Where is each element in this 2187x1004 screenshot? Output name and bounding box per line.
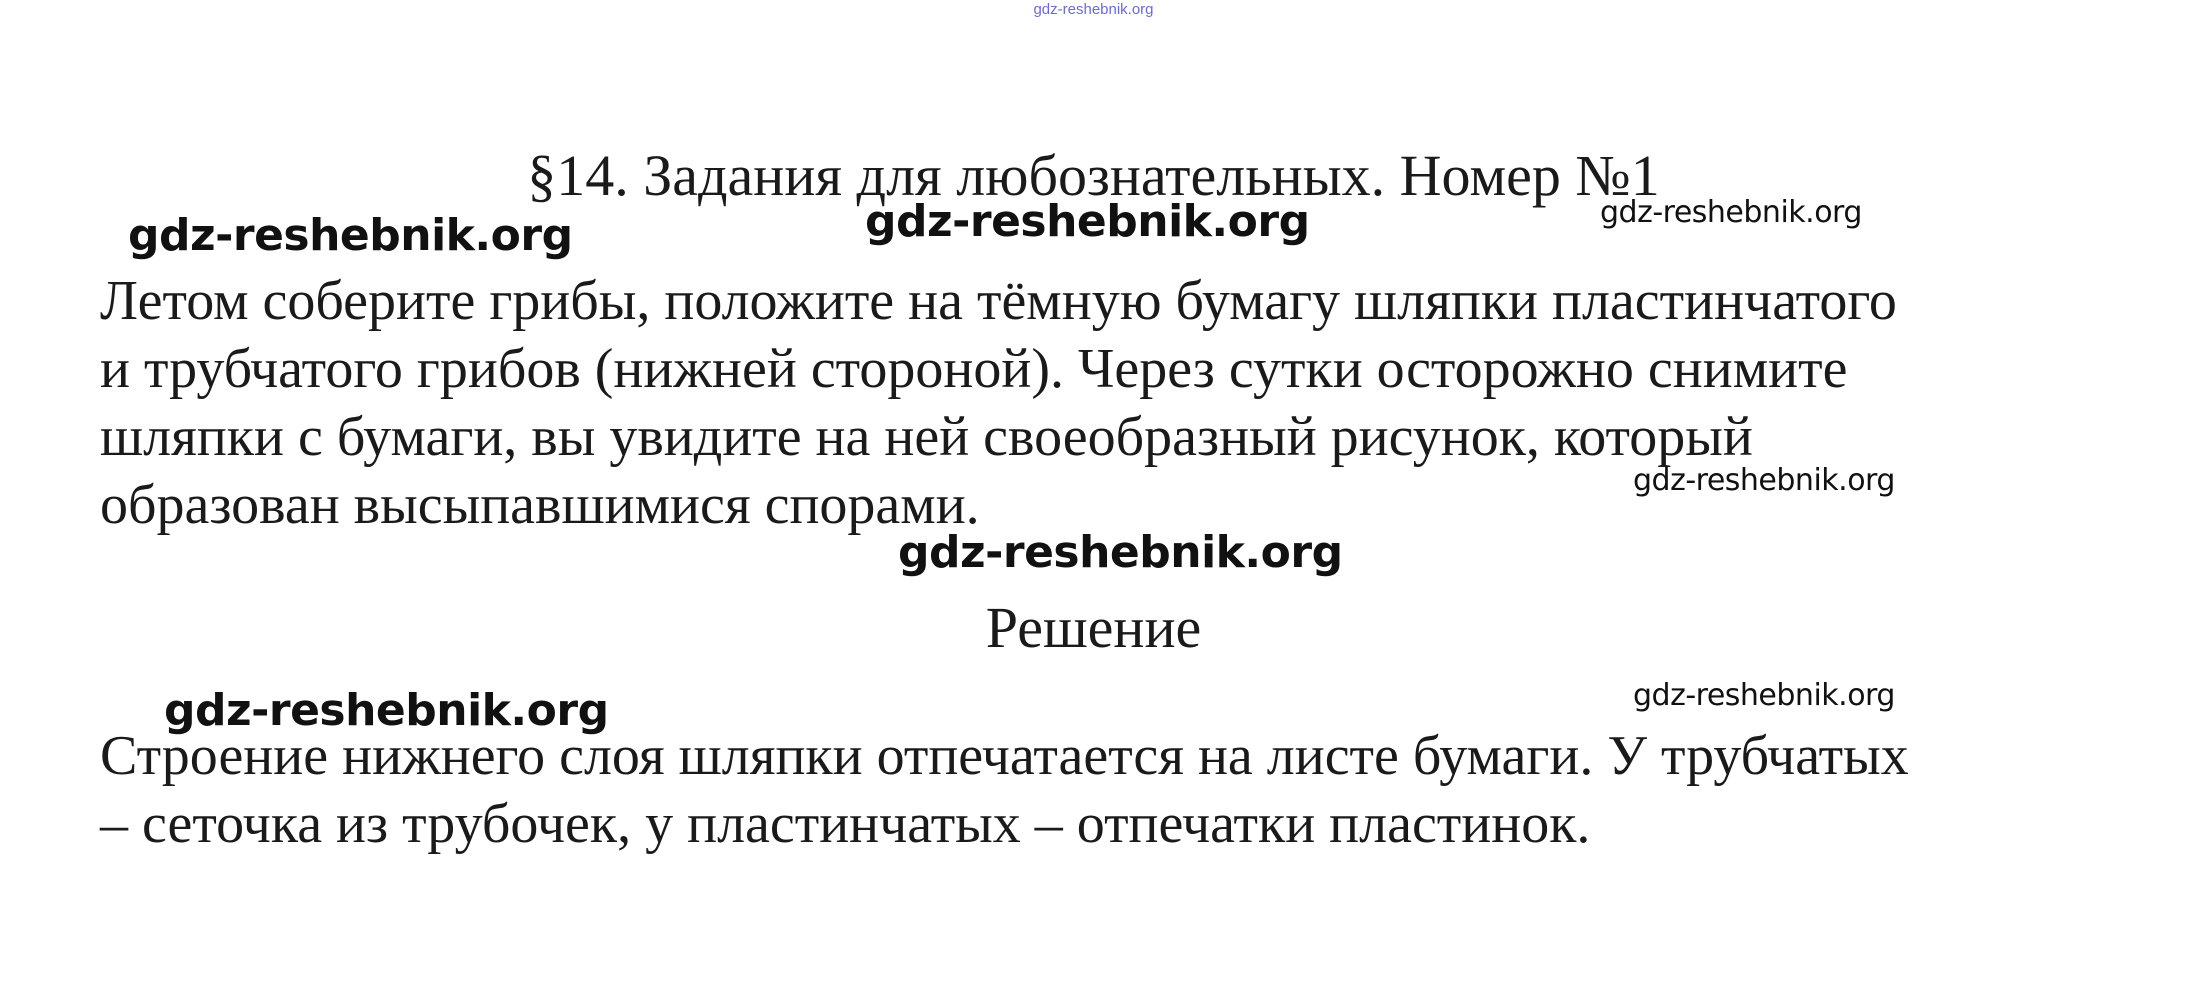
page-title: §14. Задания для любознательных. Номер №1 [527,143,1660,208]
watermark: gdz-reshebnik.org [164,685,609,736]
watermark: gdz-reshebnik.org [128,210,573,261]
watermark: gdz-reshebnik.org [865,196,1310,247]
solution-line: – сеточка из трубочек, у пластинчатых – отпечатки пластинок. [100,793,1591,855]
site-mark[interactable]: gdz-reshebnik.org [1033,1,1154,18]
watermark: gdz-reshebnik.org [1633,463,1895,498]
task-line: Летом соберите грибы, положите на тёмную бумагу шляпки пластинчатого [100,270,1897,332]
solution-heading: Решение [985,595,1202,660]
task-line: и трубчатого грибов (нижней стороной). Через сутки осторожно снимите [100,338,1848,400]
solution-line: Строение нижнего слоя шляпки отпечатается на листе бумаги. У трубчатых [100,725,1909,787]
watermark: gdz-reshebnik.org [898,527,1343,578]
task-line: шляпки с бумаги, вы увидите на ней своеобразный рисунок, который [100,406,1753,468]
watermark: gdz-reshebnik.org [1633,678,1895,713]
solution-text [100,722,2100,858]
task-line: образован высыпавшимися спорами. [100,474,980,536]
watermark: gdz-reshebnik.org [1600,195,1862,230]
